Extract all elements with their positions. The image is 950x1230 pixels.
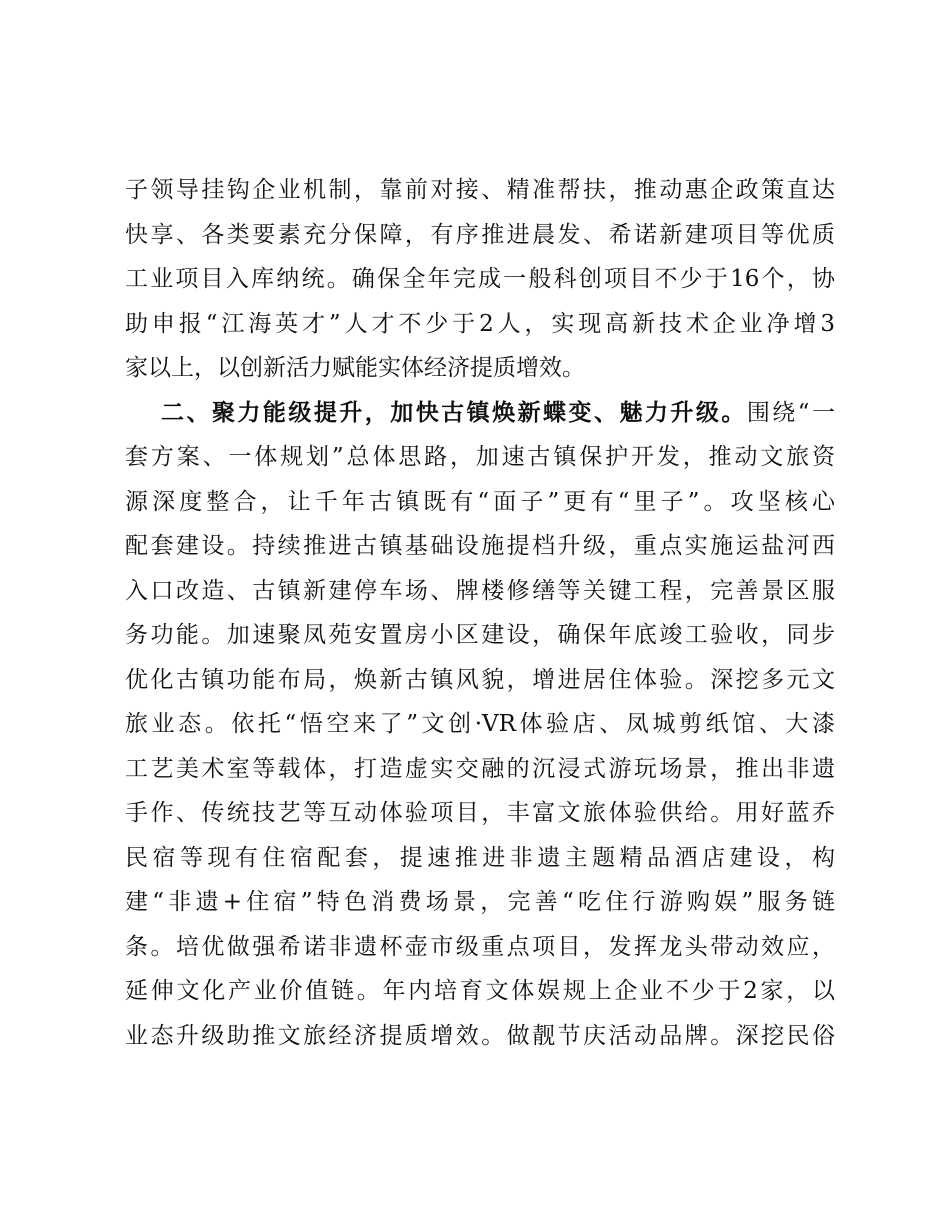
heading-continuation: 围绕“一 — [746, 399, 835, 426]
paragraph-line: 务功能。加速聚凤苑安置房小区建设，确保年底竣工验收，同步 — [125, 622, 835, 648]
section-heading: 二、聚力能级提升，加快古镇焕新蝶变、魅力升级。 — [161, 398, 747, 426]
paragraph-line: 快享、各类要素充分保障，有序推进晨发、希诺新建项目等优质 — [125, 221, 835, 248]
paragraph-line: 手作、传统技艺等互动体验项目，丰富文旅体验供给。用好蓝乔 — [125, 800, 835, 826]
document-body — [125, 168, 835, 1058]
paragraph-line: 条。培优做强希诺非遗杯壶市级重点项目，发挥龙头带动效应， — [125, 933, 835, 960]
paragraph-line: 延伸文化产业价值链。年内培育文体娱规上企业不少于2家，以 — [125, 978, 835, 1004]
paragraph-line: 业态升级助推文旅经济提质增效。做靓节庆活动品牌。深挖民俗 — [125, 1022, 835, 1049]
paragraph-line: 工艺美术室等载体，打造虚实交融的沉浸式游玩场景，推出非遗 — [125, 755, 835, 782]
paragraph-2 — [125, 391, 835, 1059]
paragraph-line: 配套建设。持续推进古镇基础设施提档升级，重点实施运盐河西 — [125, 533, 835, 559]
paragraph-line: 助申报“江海英才”人才不少于2人，实现高新技术企业净增3 — [125, 310, 835, 337]
paragraph-line: 子领导挂钩企业机制，靠前对接、精准帮扶，推动惠企政策直达 — [125, 177, 835, 203]
paragraph-line: 套方案、一体规划”总体思路，加速古镇保护开发，推动文旅资 — [125, 444, 835, 470]
paragraph-1 — [125, 168, 835, 391]
paragraph-line: 源深度整合，让千年古镇既有“面子”更有“里子”。攻坚核心 — [125, 488, 835, 515]
paragraph-first-line — [125, 391, 835, 436]
paragraph-line: 优化古镇功能布局，焕新古镇风貌，增进居住体验。深挖多元文 — [125, 666, 835, 693]
paragraph-line: 工业项目入库纳统。确保全年完成一般科创项目不少于16个，协 — [125, 266, 835, 292]
paragraph-line: 入口改造、古镇新建停车场、牌楼修缮等关键工程，完善景区服 — [125, 577, 835, 604]
paragraph-line: 旅业态。依托“悟空来了”文创·VR体验店、凤城剪纸馆、大漆 — [125, 711, 835, 737]
paragraph-line: 民宿等现有住宿配套，提速推进非遗主题精品酒店建设，构 — [125, 844, 835, 871]
paragraph-line: 建“非遗+住宿”特色消费场景，完善“吃住行游购娱”服务链 — [125, 889, 835, 915]
paragraph-line: 家以上，以创新活力赋能实体经济提质增效。 — [125, 355, 585, 381]
